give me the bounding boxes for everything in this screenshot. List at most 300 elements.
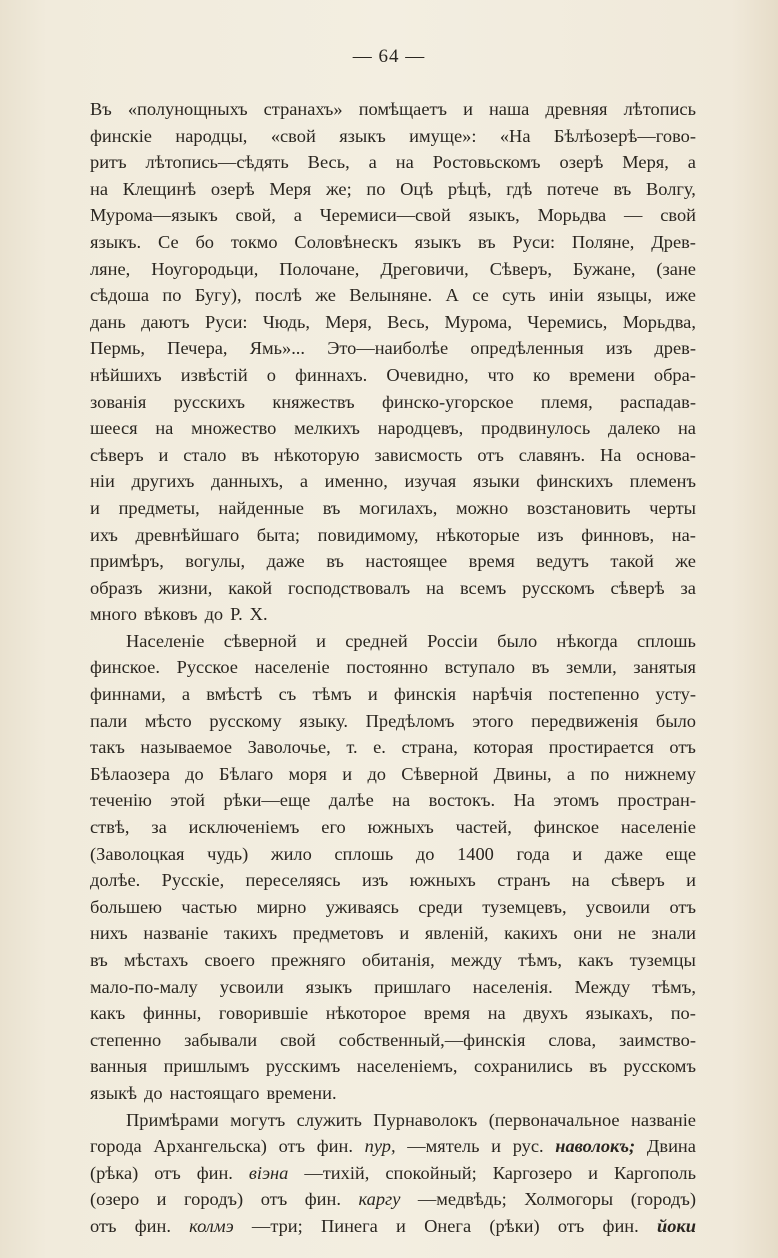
word: повидимому,: [317, 524, 419, 545]
word: русскомъ: [522, 577, 595, 598]
word: токмо: [230, 231, 278, 252]
word: отъ: [477, 444, 504, 465]
word: изъ: [605, 338, 633, 359]
word: финскихъ: [536, 471, 613, 492]
word: лѣтопись: [623, 99, 696, 119]
word: (озеро: [90, 1189, 140, 1210]
word: Оцѣ: [400, 178, 434, 199]
word: Сѣверной: [401, 763, 479, 784]
word: на: [677, 418, 696, 439]
word: въ: [589, 1056, 607, 1077]
word: чудь): [207, 843, 249, 864]
word: ніи: [90, 471, 115, 492]
word: 1400: [457, 843, 494, 864]
word: переселяясь: [245, 870, 341, 891]
word: которая: [473, 737, 534, 758]
word: города: [90, 1136, 142, 1157]
word: такъ: [90, 737, 125, 758]
word: фин.: [602, 1215, 639, 1236]
word: древ-: [654, 338, 696, 359]
word: гдѣ: [506, 178, 533, 199]
word: примѣръ,: [90, 551, 164, 572]
word: распадав-: [620, 391, 696, 412]
text-line: [90, 548, 696, 575]
word: потече: [546, 178, 599, 199]
word: городъ): [184, 1189, 244, 1210]
word: віэна: [248, 1162, 289, 1183]
word: сплошь: [637, 630, 696, 651]
word: настоящее: [365, 551, 448, 572]
word: зованія: [90, 391, 147, 412]
word: Морьдва,: [622, 311, 696, 332]
word: за: [680, 577, 696, 598]
word: въ: [90, 950, 108, 970]
word: такой: [610, 551, 654, 572]
word: на: [392, 790, 411, 811]
word: постоянно: [346, 657, 428, 678]
word: знали: [651, 923, 696, 944]
word: Весь,: [307, 152, 350, 173]
word: время: [468, 551, 515, 572]
word: свой: [279, 1029, 316, 1050]
word: и: [156, 1189, 167, 1210]
word: господствовалъ: [288, 577, 411, 598]
word: мелкихъ: [294, 418, 360, 439]
word: множество: [191, 418, 277, 439]
word: прежняго: [271, 950, 346, 970]
word: Меря,: [325, 311, 372, 332]
word: Русскіе,: [161, 870, 225, 891]
word: мѣсто: [144, 710, 192, 731]
word: на: [426, 577, 445, 598]
word: «свой: [270, 125, 316, 146]
page-number: — 64 —: [352, 46, 426, 67]
word: по: [366, 178, 386, 199]
word: языкъ,: [468, 205, 520, 226]
word: языку.: [299, 710, 348, 731]
word: обитанія,: [361, 950, 435, 970]
word: Бѣлаго: [219, 763, 274, 784]
word: образъ: [90, 577, 143, 598]
word: свой,: [235, 205, 276, 226]
word: зависмость: [374, 444, 463, 465]
word: а: [566, 763, 576, 784]
word: Поляне,: [571, 231, 635, 252]
word: явленій,: [424, 923, 489, 944]
word: Древ-: [651, 231, 696, 252]
word: ко: [532, 364, 551, 385]
text-line: [90, 362, 696, 389]
word: и: [686, 870, 696, 891]
word: ванныя: [90, 1056, 148, 1077]
word: (зане: [656, 258, 696, 279]
text-line: [90, 229, 696, 256]
word: туземцевъ,: [482, 896, 567, 917]
word: этой: [170, 790, 206, 811]
word: Между: [574, 976, 631, 997]
word: Двины,: [493, 763, 552, 784]
word: населеніе: [254, 657, 330, 678]
word: же: [315, 285, 336, 306]
word: простран-: [617, 790, 696, 811]
word: дань: [90, 311, 126, 332]
word: русскихъ: [173, 391, 245, 412]
word: Заволочье,: [247, 737, 331, 758]
word: «На: [499, 125, 531, 146]
word: туземцы: [629, 950, 696, 970]
text-line: [90, 841, 696, 868]
word: усвоили: [586, 896, 651, 917]
word: въ: [326, 551, 344, 572]
word: въ: [613, 178, 632, 199]
word: Печера,: [167, 338, 228, 359]
word: Чюдь,: [262, 311, 310, 332]
word: за: [151, 817, 167, 838]
word: жило: [270, 843, 312, 864]
word: далеко: [607, 418, 661, 439]
word: сѣдоша: [90, 285, 150, 306]
word: найденные: [218, 497, 304, 518]
word: настоящаго: [169, 1082, 260, 1103]
word: его: [321, 817, 346, 838]
word: йоки: [656, 1215, 696, 1236]
word: Черемись,: [527, 311, 608, 332]
word: съ: [278, 684, 297, 705]
word: сѣверной: [223, 630, 297, 651]
word: Бѣлаозера: [90, 763, 170, 784]
word: финское: [533, 817, 600, 838]
word: обра-: [653, 364, 696, 385]
word: черты: [649, 497, 696, 518]
word: южныхъ: [409, 870, 476, 891]
word: до: [415, 843, 435, 864]
word: вмѣстѣ: [206, 684, 263, 705]
word: Меря,: [622, 152, 669, 173]
word: занятыя: [633, 657, 696, 678]
word: средней: [345, 630, 408, 651]
word: какихъ: [504, 923, 558, 944]
text-line: [90, 734, 696, 761]
word: и: [396, 1215, 406, 1236]
text-line: [90, 974, 696, 1001]
word: этомъ: [553, 790, 600, 811]
word: языкъ: [305, 976, 353, 997]
word: же: [675, 551, 696, 572]
word: финско-угорское: [381, 391, 514, 412]
word: пришлымъ: [163, 1056, 250, 1077]
word: —медвѣдь;: [417, 1189, 507, 1210]
word: Дреговичи,: [380, 258, 469, 279]
word: на: [395, 152, 414, 173]
text-line: [90, 814, 696, 841]
word: русскому: [209, 710, 282, 731]
text-line: [90, 256, 696, 283]
text-line: [90, 522, 696, 549]
word: не: [617, 923, 636, 944]
word: рѣцѣ,: [447, 178, 492, 199]
word: а: [687, 152, 696, 173]
word: продвинулось: [481, 418, 591, 439]
word: спокойный;: [385, 1162, 477, 1183]
word: ствѣ,: [90, 817, 130, 838]
text-line: [90, 176, 696, 203]
word: населенія.: [472, 976, 553, 997]
text-line: [90, 681, 696, 708]
word: передвиженія: [531, 710, 639, 731]
text-line: [90, 920, 696, 947]
word: финнахъ.: [295, 364, 368, 385]
word: Велыняне.: [349, 285, 433, 306]
text-line: [90, 282, 696, 309]
word: финновъ,: [581, 524, 655, 545]
word: моря: [288, 763, 327, 784]
word: вступало: [444, 657, 515, 678]
body-text: [90, 96, 696, 1240]
word: возстановить: [526, 497, 631, 518]
word: земли,: [566, 657, 617, 678]
word: финны,: [142, 1003, 202, 1024]
text-line: [90, 575, 696, 602]
word: и: [491, 1136, 502, 1157]
word: «полунощныхъ: [127, 99, 248, 119]
word: предметовъ: [292, 923, 384, 944]
word: было: [497, 630, 538, 651]
word: уживаясь: [325, 896, 399, 917]
word: финскіе: [90, 125, 152, 146]
word: даютъ: [141, 311, 190, 332]
word: иже: [665, 285, 696, 306]
word: и: [342, 763, 353, 784]
word: ихъ: [90, 524, 118, 545]
word: какой: [228, 577, 273, 598]
word: Бѣлѣозерѣ—гово-: [553, 125, 696, 146]
text-line: [90, 894, 696, 921]
word: пришлаго: [374, 976, 451, 997]
word: данныхъ,: [211, 471, 284, 492]
word: большею: [90, 896, 162, 917]
word: говорившіе: [218, 1003, 309, 1024]
word: изучая: [404, 471, 457, 492]
word: нихъ: [90, 923, 128, 944]
word: въ: [477, 231, 496, 252]
word: своего: [204, 950, 255, 970]
text-line: [90, 1080, 696, 1107]
word: до: [204, 604, 224, 625]
text-line: [90, 708, 696, 735]
word: года: [516, 843, 550, 864]
word: отъ: [278, 1136, 306, 1157]
word: до: [367, 763, 386, 784]
word: рѣки—еще: [223, 790, 311, 811]
word: изъ: [361, 870, 389, 891]
word: странахъ»: [263, 99, 343, 119]
text-line: [90, 761, 696, 788]
word: въ: [531, 657, 550, 678]
word: много: [90, 604, 137, 625]
word: страна,: [401, 737, 458, 758]
word: се: [472, 285, 489, 306]
word: странъ: [497, 870, 551, 891]
word: частью: [181, 896, 238, 917]
word: отъ: [669, 737, 696, 758]
word: даже: [266, 551, 305, 572]
word: а: [299, 471, 309, 492]
word: языки: [472, 471, 520, 492]
text-line: [90, 1213, 696, 1240]
word: Весь,: [387, 311, 430, 332]
text-line: [90, 96, 696, 123]
word: Населеніе: [126, 630, 205, 651]
word: племя,: [540, 391, 593, 412]
word: Очевидно,: [386, 364, 469, 385]
word: сплошь: [334, 843, 394, 864]
word: исключеніемъ: [188, 817, 300, 838]
word: озерѣ: [559, 152, 604, 173]
word: На: [599, 444, 622, 465]
word: пур,: [364, 1136, 396, 1157]
word: языкахъ,: [585, 1003, 654, 1024]
word: и: [90, 497, 100, 518]
word: иніи: [549, 285, 584, 306]
word: нѣкогда: [556, 630, 618, 651]
word: Клещинѣ: [122, 178, 197, 199]
word: А: [445, 285, 459, 306]
text-line: [90, 787, 696, 814]
word: рус.: [512, 1136, 544, 1157]
word: времени: [569, 364, 635, 385]
word: и: [463, 99, 473, 119]
word: Се: [157, 231, 179, 252]
word: изъ: [537, 524, 564, 545]
word: Пурнаволокъ: [373, 1109, 478, 1130]
word: на: [155, 418, 174, 439]
word: о: [266, 364, 276, 385]
word: (Заволоцкая: [90, 843, 185, 864]
word: русскимъ: [265, 1056, 341, 1077]
word: ритъ: [90, 152, 127, 173]
word: могилахъ,: [359, 497, 438, 518]
word: какъ: [578, 950, 614, 970]
word: Ямь»...: [249, 338, 305, 359]
word: отъ: [669, 896, 696, 917]
word: на: [487, 1003, 506, 1024]
word: ляне,: [90, 258, 131, 279]
word: суть: [502, 285, 536, 306]
word: имуще»:: [409, 125, 477, 146]
text-line: [90, 1186, 696, 1213]
word: тѣмъ,: [652, 976, 696, 997]
word: названіе: [143, 923, 209, 944]
word: Въ: [90, 99, 112, 119]
word: на: [571, 870, 590, 891]
word: сѣверѣ: [610, 577, 665, 598]
word: степенно: [90, 1029, 162, 1050]
word: Онега: [424, 1215, 472, 1236]
word: Пинега: [320, 1215, 378, 1236]
word: и: [588, 1162, 598, 1183]
word: мало-по-малу: [90, 976, 198, 997]
word: финнами,: [90, 684, 166, 705]
word: нѣкоторое: [325, 1003, 407, 1024]
word: нѣкоторые: [436, 524, 520, 545]
word: на-: [671, 524, 696, 545]
word: —три;: [251, 1215, 303, 1236]
word: усвоили: [219, 976, 284, 997]
word: въ: [322, 497, 341, 518]
word: бо: [195, 231, 214, 252]
text-line: [90, 468, 696, 495]
word: Холмогоры: [524, 1189, 614, 1210]
word: Каргозеро: [492, 1162, 573, 1183]
word: отъ: [557, 1215, 585, 1236]
word: Бужане,: [572, 258, 636, 279]
word: племенъ: [629, 471, 696, 492]
word: каргу: [358, 1189, 401, 1210]
word: Предѣломъ: [365, 710, 455, 731]
word: шееся: [90, 418, 138, 439]
word: фин.: [196, 1162, 233, 1183]
word: Р.: [230, 604, 243, 625]
word: востокъ.: [428, 790, 496, 811]
word: всемъ: [459, 577, 507, 598]
word: —: [624, 205, 643, 226]
text-line: [90, 202, 696, 229]
text-line: [90, 1053, 696, 1080]
word: даже: [604, 843, 643, 864]
word: вогулы,: [185, 551, 246, 572]
word: ведутъ: [536, 551, 589, 572]
word: опредѣленныя: [470, 338, 584, 359]
text-line: [90, 149, 696, 176]
word: древняя: [545, 99, 608, 119]
word: быта;: [256, 524, 301, 545]
word: далѣе: [328, 790, 374, 811]
word: Бугу),: [194, 285, 242, 306]
word: время: [423, 1003, 471, 1024]
word: времени.: [266, 1082, 337, 1103]
word: что: [487, 364, 514, 385]
word: помѣщаетъ: [358, 99, 448, 119]
word: а: [293, 205, 302, 226]
word: Архангельска): [153, 1136, 267, 1157]
word: забывали: [184, 1029, 258, 1050]
word: языкъ: [339, 125, 386, 146]
word: теченію: [90, 790, 152, 811]
word: финское.: [90, 657, 160, 678]
word: было: [655, 710, 696, 731]
word: языкъ: [414, 231, 462, 252]
word: и: [158, 444, 169, 465]
word: Двина: [646, 1136, 696, 1157]
word: княжествъ: [272, 391, 355, 412]
word: же;: [325, 178, 352, 199]
word: (первоначальное: [488, 1109, 620, 1130]
word: Меря: [269, 178, 312, 199]
word: населеніемъ,: [356, 1056, 458, 1077]
word: сѣверъ: [611, 870, 665, 891]
word: извѣстій: [180, 364, 248, 385]
word: а: [368, 152, 377, 173]
text-line: [90, 1133, 696, 1160]
word: южныхъ: [367, 817, 434, 838]
word: т.: [346, 737, 358, 758]
word: свой: [660, 205, 696, 226]
word: Мурома—языкъ: [90, 205, 218, 226]
word: Каргополь: [613, 1162, 696, 1183]
word: такихъ: [223, 923, 278, 944]
word: Волгу,: [645, 178, 696, 199]
text-line: [90, 335, 696, 362]
